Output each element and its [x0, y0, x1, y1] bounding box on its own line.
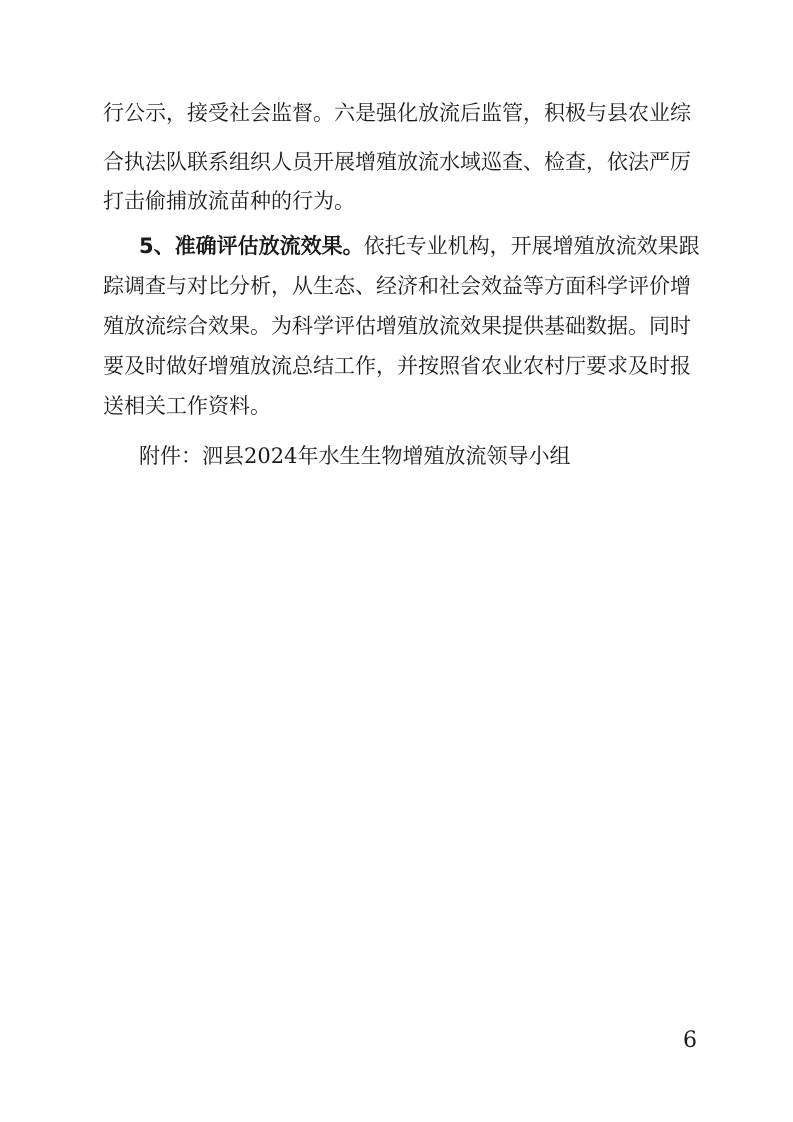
attachment-line: 附件：泗县2024年水生生物增殖放流领导小组 — [139, 444, 571, 468]
paragraph-1-line-2: 合执法队联系组织人员开展增殖放流水域巡查、检查，依法严厉 — [103, 150, 691, 174]
paragraph-2-line-1 — [139, 231, 700, 261]
page-number: 6 — [683, 1028, 697, 1053]
paragraph-1-line-1: 行公示，接受社会监督。六是强化放流后监管，积极与县农业综 — [103, 101, 691, 125]
paragraph-2-line-1-text: 依托专业机构，开展增殖放流效果跟 — [363, 234, 700, 258]
paragraph-2-line-3: 殖放流综合效果。为科学评估增殖放流效果提供基础数据。同时 — [103, 314, 691, 338]
section-heading: 5、准确评估放流效果。 — [139, 234, 364, 258]
paragraph-2-line-2: 踪调查与对比分析，从生态、经济和社会效益等方面科学评价增 — [103, 274, 691, 298]
paragraph-2-line-5: 送相关工作资料。 — [103, 394, 271, 418]
paragraph-1-line-3: 打击偷捕放流苗种的行为。 — [103, 189, 355, 213]
paragraph-2-line-4: 要及时做好增殖放流总结工作，并按照省农业农村厅要求及时报 — [103, 354, 691, 378]
